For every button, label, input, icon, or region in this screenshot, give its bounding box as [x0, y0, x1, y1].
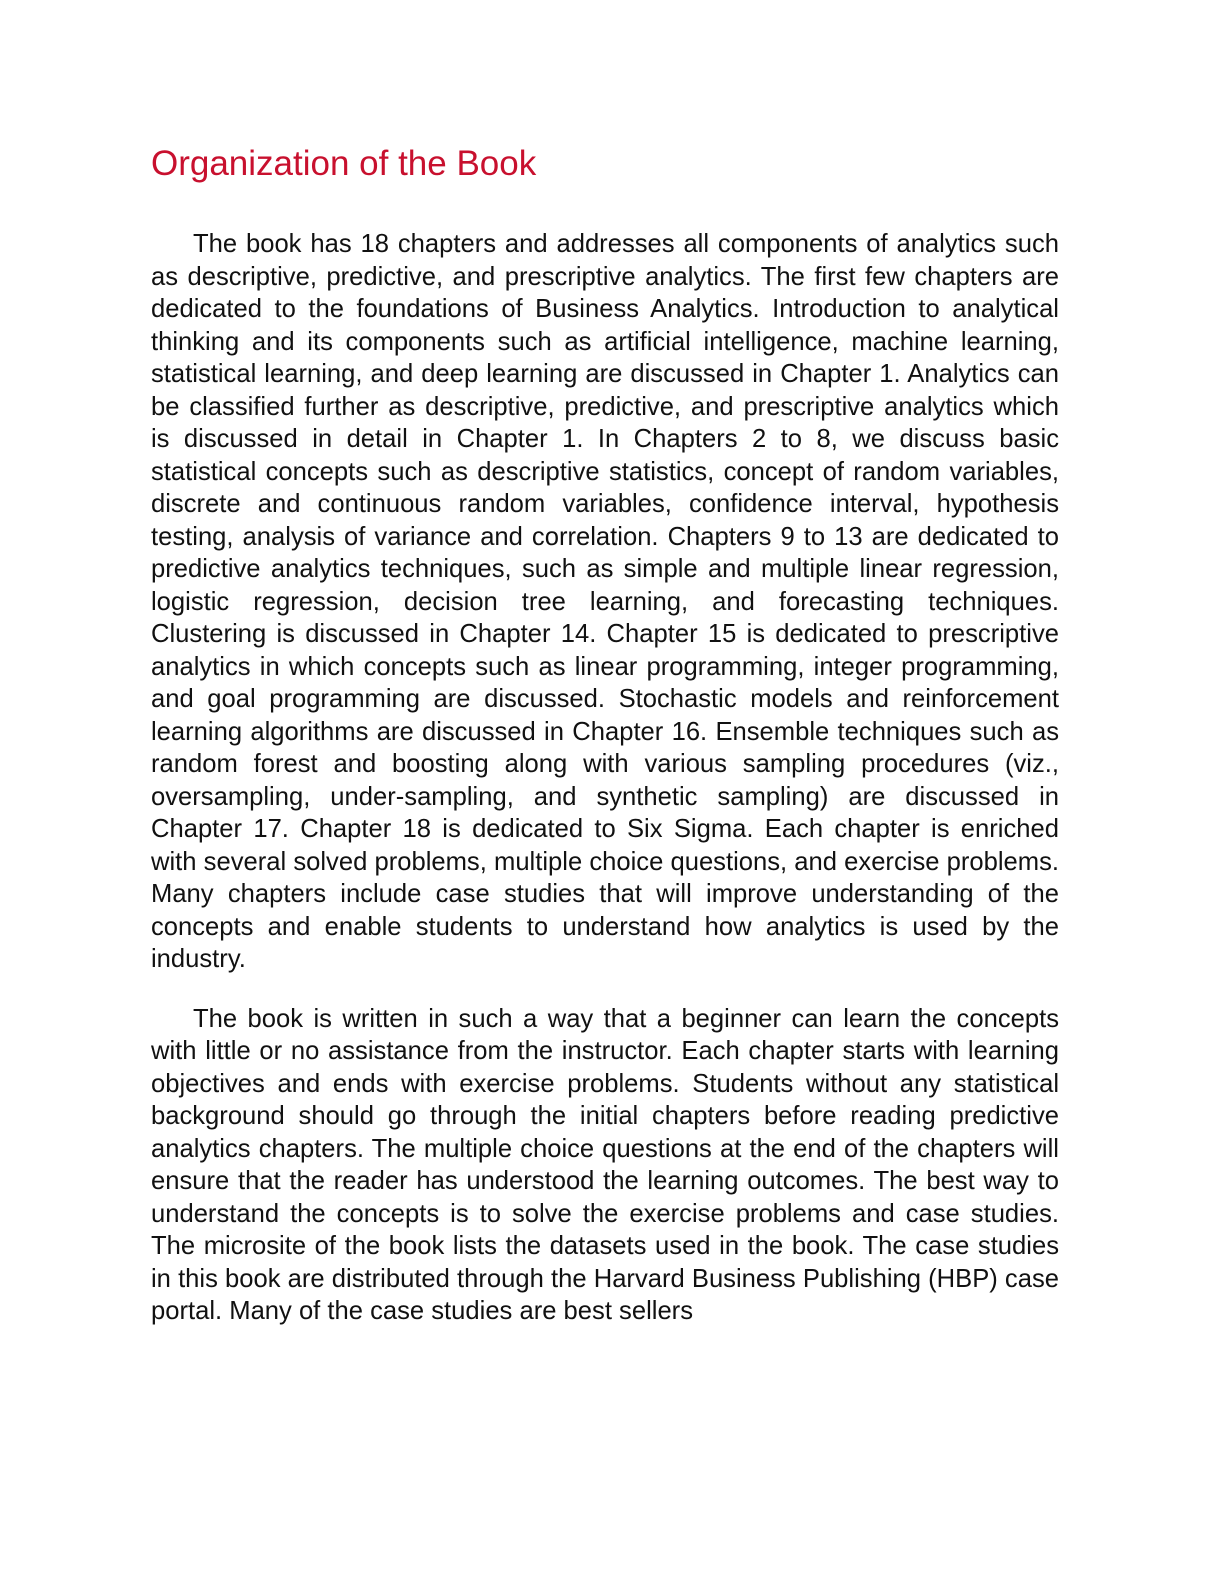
- document-page: [151, 140, 1059, 1355]
- body-paragraph-1: The book has 18 chapters and addresses all components of analytics such as descriptive, predictive, and prescriptive analytics. The first few chapters are dedicated to the foundations of Business Analytics. Introduction to analytical thinking and its components such as artificial intelligence, machine learning, statistical learning, and deep learning are discussed in Chapter 1. Analytics can be classified further as descriptive, predictive, and prescriptive analytics which is discussed in detail in Chapter 1. In Chapters 2 to 8, we discuss basic statistical concepts such as descriptive statistics, concept of random variables, discrete and continuous random variables, confidence interval, hypothesis testing, analysis of variance and correlation. Chapters 9 to 13 are dedicated to predictive analytics techniques, such as simple and multiple linear regression, logistic regression, decision tree learning, and forecasting techniques. Clustering is discussed in Chapter 14. Chapter 15 is dedicated to prescriptive analytics in which concepts such as linear programming, integer programming, and goal programming are discussed. Stochastic models and reinforcement learning algorithms are discussed in Chapter 16. Ensemble techniques such as random forest and boosting along with various sampling procedures (viz., oversampling, under-sampling, and synthetic sampling) are discussed in Chapter 17. Chapter 18 is dedicated to Six Sigma. Each chapter is enriched with several solved problems, multiple choice questions, and exercise problems. Many chapters include case studies that will improve understanding of the concepts and enable students to understand how analytics is used by the industry.: [151, 230, 1059, 973]
- section-heading: Organization of the Book: [151, 144, 537, 183]
- body-paragraph-2: The book is written in such a way that a beginner can learn the concepts with little or no assistance from the instructor. Each chapter starts with learning objectives and ends with exercise problems. Students without any statistical background should go through the initial chapters before reading predictive analytics chapters. The multiple choice questions at the end of the chapters will ensure that the reader has understood the learning outcomes. The best way to understand the concepts is to solve the exercise problems and case studies. The microsite of the book lists the datasets used in the book. The case studies in this book are distributed through the Harvard Business Publishing (HBP) case portal. Many of the case studies are best sellers: [151, 1004, 1059, 1325]
